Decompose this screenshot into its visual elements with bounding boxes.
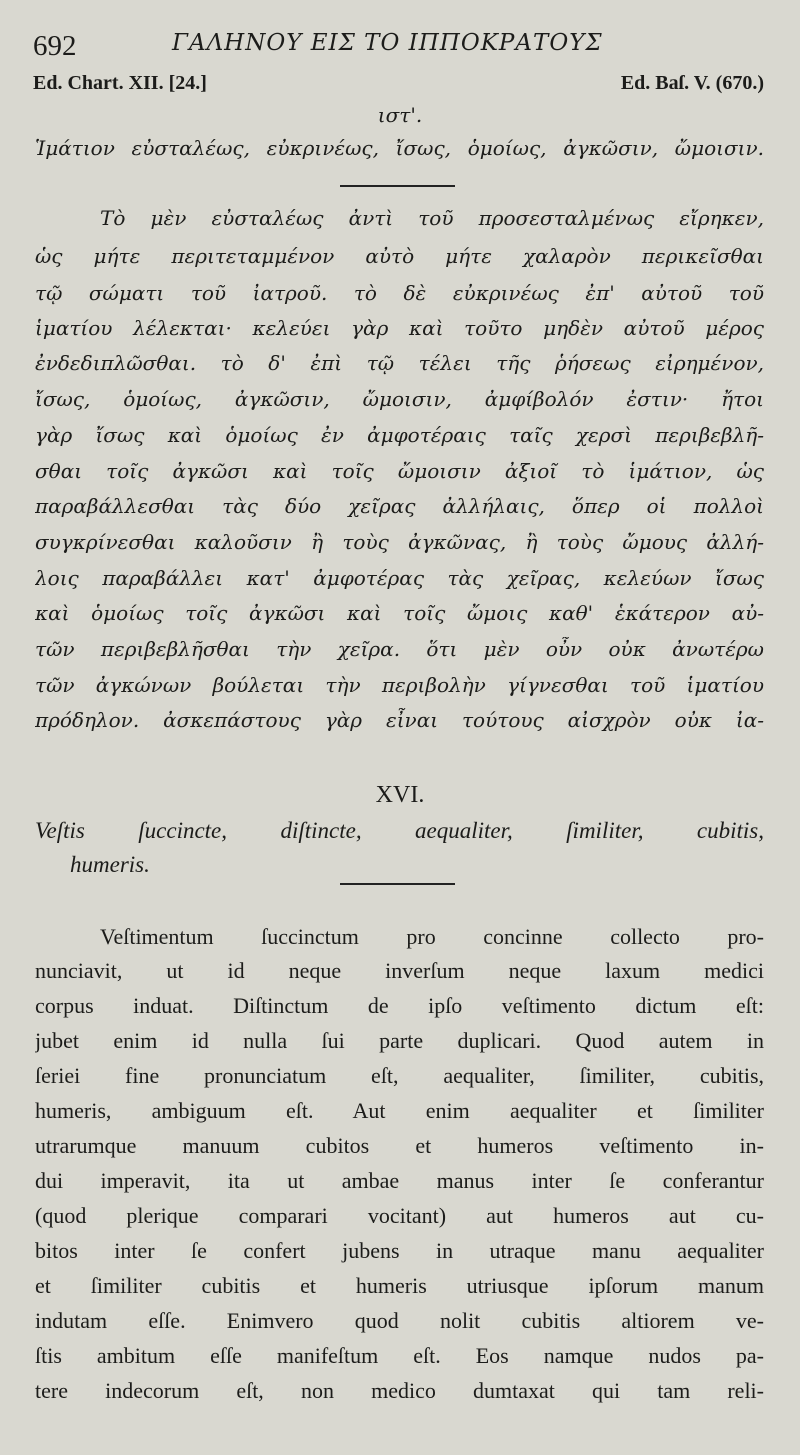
greek-text-line: συγκρίνεσθαι καλοῦσιν ἢ τοὺς ἀγκῶνας, ἢ τοὺς ὤμους ἀλλή- <box>35 530 764 554</box>
latin-text-line: nunciavit, ut id neque inverſum neque laxum medici <box>35 958 764 983</box>
latin-text-line: Veſtimentum ſuccinctum pro concinne collecto pro- <box>100 924 764 949</box>
greek-text-line: πρόδηλον. ἀσκεπάστους γὰρ εἶναι τούτους αἰσχρὸν οὐκ ἰα- <box>35 708 764 732</box>
greek-text-line: γὰρ ἴσως καὶ ὁμοίως ἐν ἀμφοτέραις ταῖς χερσὶ περιβεβλῆ- <box>35 423 764 447</box>
latin-text-line: (quod plerique comparari vocitant) aut humeros aut cu- <box>35 1203 764 1228</box>
greek-text-line: τῶν ἀγκώνων βούλεται τὴν περιβολὴν γίγνεσθαι τοῦ ἱματίου <box>35 673 764 697</box>
latin-text-line: ſeriei fine pronunciatum eſt, aequaliter, ſimiliter, cubitis, <box>35 1063 764 1088</box>
section-rule <box>340 883 455 885</box>
greek-text-line: Τὸ μὲν εὐσταλέως ἀντὶ τοῦ προσεσταλμένως εἴρηκεν, <box>100 206 764 230</box>
section-rule <box>340 185 455 187</box>
greek-section-number: ιστ'. <box>377 103 423 127</box>
greek-text-line: σθαι τοῖς ἀγκῶσι καὶ τοῖς ὤμοισιν ἀξιοῖ τὸ ἱμάτιον, ὡς <box>35 459 764 483</box>
greek-lemma: Ἱμάτιον εὐσταλέως, εὐκρινέως, ἴσως, ὁμοίως, ἀγκῶσιν, ὤμοισιν. <box>35 136 764 160</box>
greek-text-line: λοις παραβάλλει κατ' ἀμφοτέρας τὰς χεῖρας, κελεύων ἴσως <box>35 566 764 590</box>
page-number: 692 <box>33 30 77 62</box>
greek-text-line: τῶν περιβεβλῆσθαι τὴν χεῖρα. ὅτι μὲν οὖν οὐκ ἀνωτέρω <box>35 637 764 661</box>
greek-text-line: ὡς μήτε περιτεταμμένον αὐτὸ μήτε χαλαρὸν περικεῖσθαι <box>35 244 764 268</box>
latin-text-line: bitos inter ſe confert jubens in utraque manu aequaliter <box>35 1238 764 1263</box>
latin-text-line: tere indecorum eſt, non medico dumtaxat qui tam reli- <box>35 1378 764 1403</box>
running-head: ΓΑΛΗΝΟΥ ΕΙΣ ΤΟ ΙΠΠΟΚΡΑΤΟΥΣ <box>172 30 603 56</box>
edition-reference-right: Ed. Baſ. V. (670.) <box>620 72 764 94</box>
latin-text-line: jubet enim id nulla ſui parte duplicari. Quod autem in <box>35 1028 764 1053</box>
greek-text-line: παραβάλλεσθαι τὰς δύο χεῖρας ἀλλήλαις, ὅπερ οἱ πολλοὶ <box>35 494 764 518</box>
latin-text-line: ſtis ambitum eſſe manifeſtum eſt. Eos namque nudos pa- <box>35 1343 764 1368</box>
latin-text-line: et ſimiliter cubitis et humeris utriusque ipſorum manum <box>35 1273 764 1298</box>
latin-text-line: corpus induat. Diſtinctum de ipſo veſtimento dictum eſt: <box>35 993 764 1018</box>
greek-text-line: ἐνδεδιπλῶσθαι. τὸ δ' ἐπὶ τῷ τέλει τῆς ῥήσεως εἰρημένον, <box>35 351 764 375</box>
greek-text-line: καὶ ὁμοίως τοῖς ἀγκῶσι καὶ τοῖς ὤμοις καθ' ἑκάτερον αὐ- <box>35 601 764 625</box>
latin-lemma-line: Veſtis ſuccincte, diſtincte, aequaliter, ſimiliter, cubitis, <box>35 818 764 843</box>
edition-reference-left: Ed. Chart. XII. [24.] <box>33 72 207 94</box>
latin-text-line: utrarumque manuum cubitos et humeros veſtimento in- <box>35 1133 764 1158</box>
latin-text-line: dui imperavit, ita ut ambae manus inter ſe conferantur <box>35 1168 764 1193</box>
latin-section-number: XVI. <box>375 782 425 808</box>
greek-text-line: τῷ σώματι τοῦ ἰατροῦ. τὸ δὲ εὐκρινέως ἐπ' αὐτοῦ τοῦ <box>35 281 764 305</box>
latin-lemma-line: humeris. <box>70 852 150 877</box>
latin-text-line: indutam eſſe. Enimvero quod nolit cubitis altiorem ve- <box>35 1308 764 1333</box>
greek-text-line: ἴσως, ὁμοίως, ἀγκῶσιν, ὤμοισιν, ἀμφίβολόν ἐστιν· ἤτοι <box>35 387 764 411</box>
latin-text-line: humeris, ambiguum eſt. Aut enim aequaliter et ſimiliter <box>35 1098 764 1123</box>
greek-text-line: ἱματίου λέλεκται· κελεύει γὰρ καὶ τοῦτο μηδὲν αὐτοῦ μέρος <box>35 316 764 340</box>
